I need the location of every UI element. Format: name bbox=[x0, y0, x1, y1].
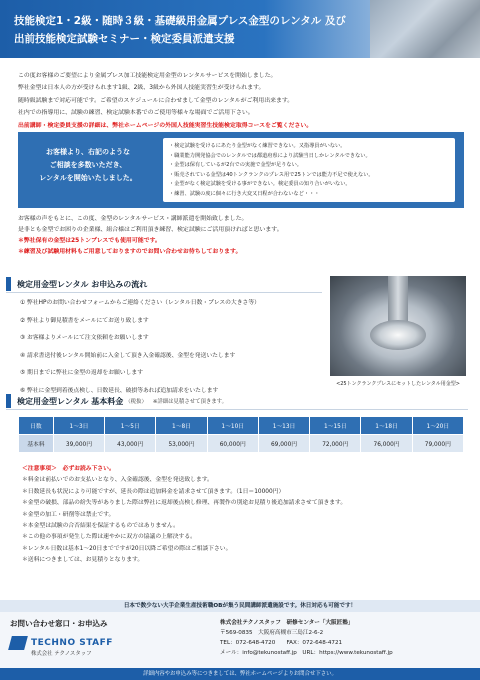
table-cell: 72,000円 bbox=[310, 435, 361, 453]
photo-caption: <25トンクランクプレスにセットしたレンタル用金型> bbox=[336, 381, 460, 387]
table-header-row bbox=[19, 417, 464, 435]
customer-voice-line: レンタルを開始いたしました。 bbox=[39, 174, 137, 182]
customer-voice-heading bbox=[28, 146, 148, 185]
section-divider bbox=[6, 409, 468, 410]
section-divider bbox=[6, 292, 322, 293]
service-line: 是非とも金型でお困りの企業様、組合様はご利用頂き練習、検定試験にご活用頂ければと思います。 bbox=[18, 227, 283, 233]
list-item: ・金型は保有しているが2台での実施で金型が足りない。 bbox=[169, 162, 302, 169]
pricing-tax-note: （税抜） bbox=[125, 399, 147, 405]
table-cell: 53,000円 bbox=[156, 435, 207, 453]
footer bbox=[0, 612, 480, 668]
intro-text bbox=[18, 70, 468, 132]
note-line: ＊レンタル日数は基本1〜20日までですが20日以降ご希望の際はご相談下さい。 bbox=[22, 545, 232, 552]
list-item: ・職業能力開発協会でのレンタルでは都道府県により試験当日しかレンタルできない。 bbox=[169, 152, 371, 159]
company-mail-url[interactable]: メール：info@tekunostaff.jp URL：https://www.tekunostaff.jp bbox=[220, 650, 393, 656]
flow-step-text: 弊社より御見積書をメールにてお送り致します bbox=[27, 317, 149, 324]
press-die bbox=[370, 320, 426, 350]
flow-step-number: ① bbox=[20, 300, 26, 306]
flow-step-text: 弊社に金型到着後点検し、日数延長、破損等あれば追加請求をいたします bbox=[27, 387, 219, 394]
flow-step-text: お客様よりメールにて注文依頼をお願いします bbox=[27, 335, 149, 341]
flow-step-number: ④ bbox=[20, 352, 26, 359]
header-title-line1: 技能検定1・2級・随時３級・基礎級用金属プレス金型のレンタル 及び bbox=[14, 15, 346, 27]
notes-heading: ＜注意事項＞ 必ずお読み下さい。 bbox=[22, 466, 115, 472]
flow-step bbox=[20, 297, 320, 315]
pricing-title: 検定用金型レンタル 基本料金 bbox=[17, 396, 124, 406]
table-header-cell: 1〜8日 bbox=[156, 417, 207, 435]
flow-step-number: ⑤ bbox=[20, 370, 26, 376]
service-red-line: ＊弊社保有の金型は25トンプレスでも使用可能です。 bbox=[18, 238, 161, 244]
table-header-cell: 1〜5日 bbox=[105, 417, 156, 435]
flow-step-text: 弊社HPのお問い合わせフォームからご連絡ください（レンタル日数・プレスの大きさ等） bbox=[27, 300, 260, 306]
logo-name: TECHNO STAFF bbox=[31, 638, 113, 648]
customer-voice-list bbox=[163, 138, 455, 202]
list-item: ・検定試験を受けるにあたり金型がなく練習できない。又指導員がいない。 bbox=[169, 143, 346, 149]
table-header-cell: 1〜13日 bbox=[258, 417, 309, 435]
flow-title: 検定用金型レンタル お申込みの流れ bbox=[17, 279, 148, 289]
table-row-label: 基本料 bbox=[19, 435, 54, 453]
company-name: 株式会社テクノスタッフ 研修センター「大阪匠塾」 bbox=[220, 620, 354, 626]
table-cell: 79,000円 bbox=[412, 435, 463, 453]
flow-step-text: 期日までに弊社に金型の返却をお願いします bbox=[27, 370, 143, 376]
intro-red-line: 出前講師・検定委員支援の詳細は、弊社ホームページの外国人技能実習生技能検定取得コースをご覧ください。 bbox=[18, 122, 313, 129]
customer-voice-line: ご相談を多数いただき、 bbox=[49, 161, 127, 169]
header-title-line2: 出前技能検定試験セミナー・検定委員派遣支援 bbox=[14, 33, 235, 45]
header-photo bbox=[370, 0, 480, 58]
pricing-section-heading bbox=[6, 393, 227, 409]
header-banner bbox=[0, 0, 480, 58]
service-red-line: ＊練習及び試験用材料もご用意しておりますのでお問い合わせお待ちしております。 bbox=[18, 249, 242, 255]
company-address: 〒569-0835 大阪府高槻市三島江2-6-2 bbox=[220, 630, 324, 636]
table-cell: 43,000円 bbox=[105, 435, 156, 453]
table-cell: 69,000円 bbox=[258, 435, 309, 453]
note-line: ＊料金は前払いでのお支払いとなり、入金確認後、金型を発送致します。 bbox=[22, 477, 213, 484]
table-cell: 76,000円 bbox=[361, 435, 412, 453]
flow-step-number: ② bbox=[20, 317, 26, 324]
note-line: ＊金型の加工・研削等は禁止です。 bbox=[22, 511, 115, 518]
table-header-cell: 1〜18日 bbox=[361, 417, 412, 435]
bottom-bar: 詳細内容やお申込み等につきましては、弊社ホームページよりお問合せ下さい。 bbox=[0, 668, 480, 680]
company-logo bbox=[10, 636, 113, 657]
note-line: ＊この他の事項が発生した際は速やかに双方の協議の上解決する。 bbox=[22, 534, 196, 541]
table-header-cell: 1〜20日 bbox=[412, 417, 463, 435]
table-header-cell: 日数 bbox=[19, 417, 54, 435]
list-item: ・練習、試験の度に個々に行き大変又日程が合わないなど・・・ bbox=[169, 190, 320, 197]
company-info bbox=[220, 618, 393, 658]
flow-step bbox=[20, 350, 320, 368]
table-row bbox=[19, 435, 464, 453]
logo-mark-icon bbox=[8, 636, 28, 650]
intro-line: 弊社金型は日本人の方が受けられます1級、2級、3級から外国人技能実習生が受けられます。 bbox=[18, 85, 265, 92]
table-header-cell: 1〜15日 bbox=[310, 417, 361, 435]
section-bar bbox=[6, 277, 11, 291]
note-line: ＊金型の破損、部品の紛失等がありました際は弊社に返却後点検し修理、再製作の別途お見積り後追加請求させて頂きます。 bbox=[22, 500, 347, 507]
pricing-table bbox=[18, 416, 464, 453]
press-mold-photo bbox=[330, 276, 466, 376]
flow-section-heading bbox=[6, 276, 147, 292]
customer-voice-box bbox=[18, 132, 464, 208]
list-item: ・金型がなく検定試験を受ける事ができない。検定委員の知り合いがいない。 bbox=[169, 181, 351, 188]
info-banner: 日本で数少ない大手企業生産技術職OBが集う民間講師派遣施設です。休日対応も可能です！ bbox=[0, 600, 480, 612]
table-header-cell: 1〜10日 bbox=[207, 417, 258, 435]
flow-step-text: 請求書送付後レンタル開始前に入金して頂き入金確認後、金型を発送いたします bbox=[27, 352, 236, 359]
intro-line: 社内での指導用に、試験の練習、検定試験本番でのご使用等様々な場面でご活用下さい。 bbox=[18, 110, 254, 117]
press-ram bbox=[388, 276, 408, 322]
flow-step-number: ③ bbox=[20, 335, 26, 341]
company-tel: TEL：072-648-4720 FAX：072-648-4721 bbox=[220, 640, 343, 646]
logo-sub: 株式会社 テクノスタッフ bbox=[31, 651, 92, 657]
note-line: ＊日数延長も状況により可能ですが、延長の際は追加料金を請求させて頂きます。（1日＝10000円） bbox=[22, 488, 285, 495]
pricing-note: ※詳細は見積させて頂きます。 bbox=[152, 399, 228, 405]
table-cell: 60,000円 bbox=[207, 435, 258, 453]
list-item: ・販売されている金型は40トンクランクのプレス用で25トンでは能力不足で使えない。 bbox=[169, 171, 374, 178]
flow-step bbox=[20, 315, 320, 333]
intro-line: 随時級試験まで対応可能です。ご希望のスケジュールに合わせまして金型のレンタルがご利用出来ます。 bbox=[18, 97, 294, 104]
flow-step-number: ⑥ bbox=[20, 387, 26, 394]
table-header-cell: 1〜3日 bbox=[53, 417, 104, 435]
section-bar bbox=[6, 394, 11, 408]
note-line: ＊送料につきましては、お見積りとなります。 bbox=[22, 557, 144, 564]
note-line: ＊本金型は試験の合否結果を保証するものではありません。 bbox=[22, 523, 179, 530]
flow-step bbox=[20, 332, 320, 350]
flow-steps bbox=[20, 297, 320, 402]
service-text bbox=[18, 214, 468, 258]
notes-section bbox=[22, 464, 462, 567]
flow-step bbox=[20, 367, 320, 385]
service-line: お客様の声をもとに、この度、金型のレンタルサービス・講師派遣を開始致しました。 bbox=[18, 216, 248, 222]
contact-title: お問い合わせ窓口・お申込み bbox=[10, 619, 108, 628]
customer-voice-line: お客様より、右記のような bbox=[46, 148, 130, 156]
table-cell: 39,000円 bbox=[53, 435, 104, 453]
intro-line: この度お客様のご要望により金属プレス加工技能検定用金型のレンタルサービスを開始しました。 bbox=[18, 73, 277, 79]
